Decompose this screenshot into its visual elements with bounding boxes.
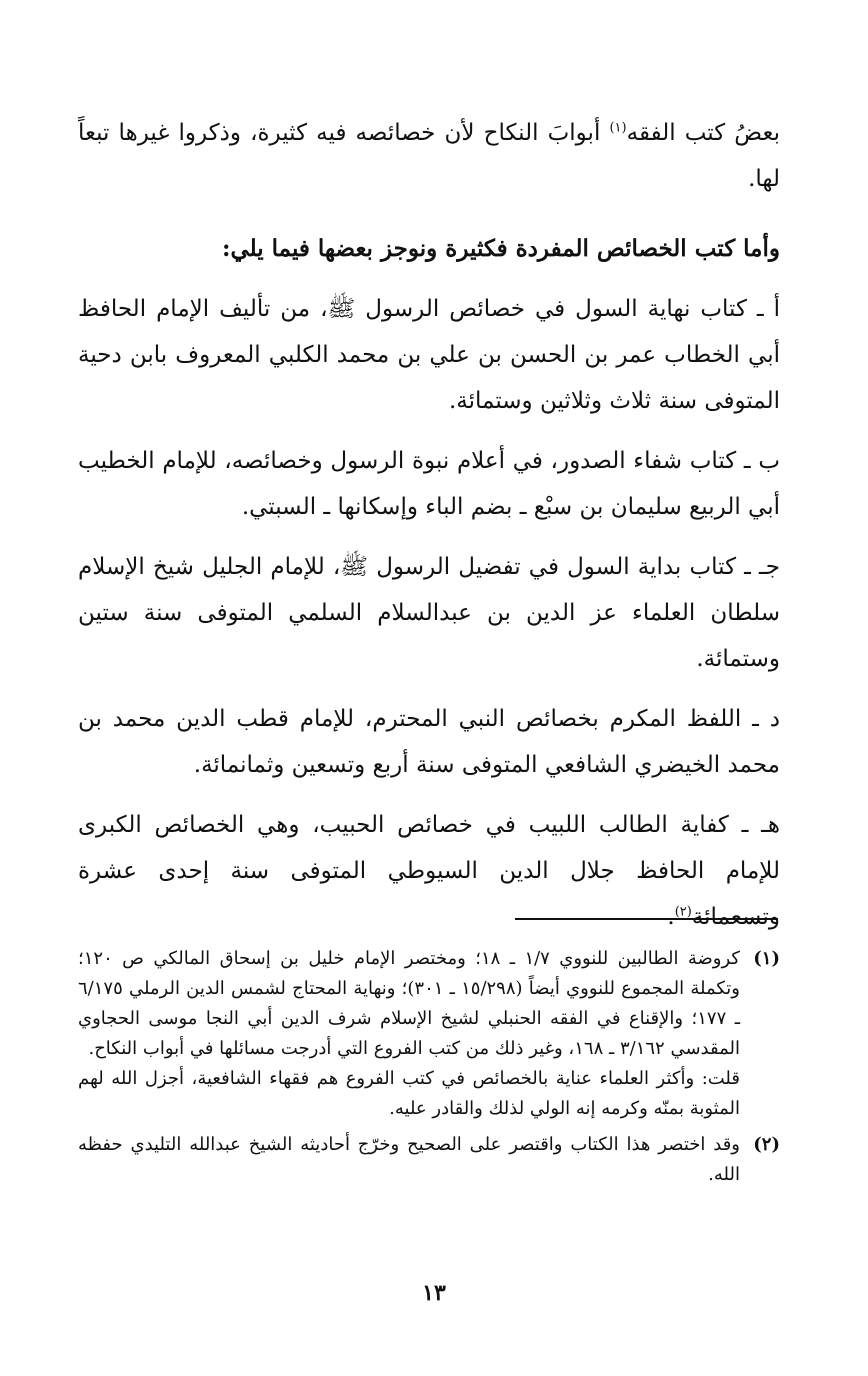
footnote-2-marker: (٢) xyxy=(753,1134,780,1155)
footnote-1-paragraph-1: كروضة الطالبين للنووي ١/٧ ـ ١٨؛ ومختصر الإمام خليل بن إسحاق المالكي ص ١٢٠؛ وتكملة المجموع للنووي أيضاً (١٥/٢٩٨ ـ ٣٠١)؛ ونهاية المحتاج لشمس الدين الرملي ٦/١٧٥ ـ ١٧٧؛ والإقناع في الفقه الحنبلي لشيخ الإسلام شرف الدين أبي النجا موسى الحجاوي المقدسي ٣/١٦٢ ـ ١٦٨، وغير ذلك من كتب الفروع التي أدرجت مسائلها في أبواب النكاح. xyxy=(78,948,740,1059)
footnote-1-marker: (١) xyxy=(753,948,780,969)
list-item-ha-end: . xyxy=(667,904,675,930)
section-heading: وأما كتب الخصائص المفردة فكثيرة ونوجز بعضها فيما يلي: xyxy=(221,235,780,262)
page-number: ١٣ xyxy=(422,1280,446,1306)
intro-paragraph xyxy=(78,110,780,202)
list-item-dal: د ـ اللفظ المكرم بخصائص النبي المحترم، للإمام قطب الدين محمد بن محمد الخيضري الشافعي المتوفى سنة أربع وتسعين وثمانمائة. xyxy=(78,706,780,778)
list-item-alif: أ ـ كتاب نهاية السول في خصائص الرسول ﷺ، من تأليف الإمام الحافظ أبي الخطاب عمر بن الحسن بن علي بن محمد الكلبي المعروف بابن دحية المتوفى سنة ثلاث وثلاثين وستمائة. xyxy=(78,296,780,414)
footnote-separator xyxy=(515,918,778,920)
footnote-1-paragraph-2: قلت: وأكثر العلماء عناية بالخصائص في كتب الفروع هم فقهاء الشافعية، أجزل الله لهم المثوبة بمنّه وكرمه إنه الولي لذلك والقادر عليه. xyxy=(78,1068,740,1119)
list-item-ha-text: هـ ـ كفاية الطالب اللبيب في خصائص الحبيب، وهي الخصائص الكبرى للإمام الحافظ جلال الدين السيوطي المتوفى سنة إحدى عشرة وتسعمائة xyxy=(78,812,780,930)
footnotes xyxy=(78,944,780,1196)
footnote-1 xyxy=(78,944,780,1124)
footnote-1-body xyxy=(78,944,740,1124)
intro-text-after-note: أبوابَ النكاح لأن خصائصه فيه كثيرة، وذكروا غيرها تبعاً لها. xyxy=(78,120,780,192)
main-text xyxy=(78,110,780,954)
footnote-2-body xyxy=(78,1130,740,1190)
list-item-jim: جـ ـ كتاب بداية السول في تفضيل الرسول ﷺ، للإمام الجليل شيخ الإسلام سلطان العلماء عز الدين بن عبدالسلام السلمي المتوفى سنة ستين وستمائة. xyxy=(78,554,780,672)
footnote-reference-1: (١) xyxy=(609,120,627,136)
list-item-ba: ب ـ كتاب شفاء الصدور، في أعلام نبوة الرسول وخصائصه، للإمام الخطيب أبي الربيع سليمان بن سبْع ـ بضم الباء وإسكانها ـ السبتي. xyxy=(78,448,780,520)
footnote-2-paragraph-1: وقد اختصر هذا الكتاب واقتصر على الصحيح وخرّج أحاديثه الشيخ عبدالله التليدي حفظه الله. xyxy=(78,1134,740,1185)
footnote-2 xyxy=(78,1130,780,1190)
footnote-reference-2: (٢) xyxy=(674,904,692,920)
intro-text-before-note: بعضُ كتب الفقه xyxy=(626,120,780,146)
